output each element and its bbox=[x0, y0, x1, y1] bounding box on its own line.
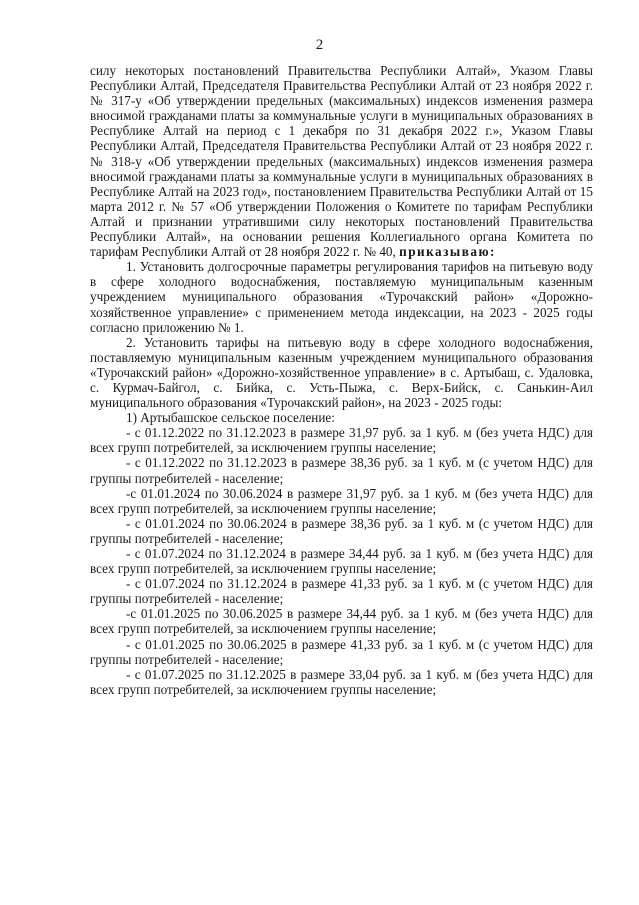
clause-2: 2. Установить тарифы на питьевую воду в сфере холодного водоснабжения, поставляемую муниципальным казенным учреждением муниципального образования «Турочакский район» «Дорожно-хозяйственное управление» в с. Артыбаш, с. Удаловка, с. Курмач-Байгол, с. Бийка, с. Усть-Пыжа, с. Верх-Бийск, с. Санькин-Аил муниципального образования «Турочакский район», на 2023 - 2025 годы: bbox=[90, 334, 593, 411]
tariff-item: -с 01.01.2024 по 30.06.2024 в размере 31,97 руб. за 1 куб. м (без учета НДС) для всех групп потребителей, за исключением группы население; bbox=[90, 485, 593, 516]
tariff-item: - с 01.01.2025 по 30.06.2025 в размере 41,33 руб. за 1 куб. м (с учетом НДС) для группы потребителей - население; bbox=[90, 636, 593, 667]
tariff-item: - с 01.07.2025 по 31.12.2025 в размере 33,04 руб. за 1 куб. м (без учета НДС) для всех групп потребителей, за исключением группы население; bbox=[90, 666, 593, 697]
settlement-heading: 1) Артыбашское сельское поселение: bbox=[126, 410, 335, 426]
order-word: приказываю: bbox=[399, 244, 496, 260]
tariff-item: - с 01.12.2022 по 31.12.2023 в размере 31,97 руб. за 1 куб. м (без учета НДС) для всех групп потребителей, за исключением группы население; bbox=[90, 425, 593, 456]
tariff-item: - с 01.12.2022 по 31.12.2023 в размере 38,36 руб. за 1 куб. м (с учетом НДС) для группы потребителей - население; bbox=[90, 455, 593, 486]
page-number: 2 bbox=[315, 37, 324, 53]
intro-paragraph bbox=[90, 63, 593, 259]
clause-1: 1. Установить долгосрочные параметры регулирования тарифов на питьевую воду в сфере холодного водоснабжения, поставляемую муниципальным казенным учреждением муниципального образования «Турочакский район» «Дорожно-хозяйственное управление» с применением метода индексации, на 2023 - 2025 годы согласно приложению № 1. bbox=[90, 259, 593, 335]
tariff-item: - с 01.07.2024 по 31.12.2024 в размере 41,33 руб. за 1 куб. м (с учетом НДС) для группы потребителей - население; bbox=[90, 576, 593, 607]
tariff-item: - с 01.01.2024 по 30.06.2024 в размере 38,36 руб. за 1 куб. м (с учетом НДС) для группы потребителей - население; bbox=[90, 515, 593, 546]
intro-text: силу некоторых постановлений Правительства Республики Алтай», Указом Главы Республики Алтай, Председателя Правительства Республики Алтай от 23 ноября 2022 г. № 317-у «Об утверждении предельных (максимальных) индексов изменения размера вносимой гражданами платы за коммунальные услуги в муниципальных образованиях в Республике Алтай на период с 1 декабря по 31 декабря 2022 г.», Указом Главы Республики Алтай, Председателя Правительства Республики Алтай от 23 ноября 2022 г. № 318-у «Об утверждении предельных (максимальных) индексов изменения размера вносимой гражданами платы за коммунальные услуги в муниципальных образованиях в Республике Алтай на 2023 год», постановлением Правительства Республики Алтай от 15 марта 2012 г. № 57 «Об утверждении Положения о Комитете по тарифам Республики Алтай и признании утратившими силу некоторых постановлений Правительства Республики Алтай», на основании решения Коллегиального органа Комитета по тарифам Республики Алтай от 28 ноября 2022 г. № 40, bbox=[90, 63, 593, 260]
tariff-item: - с 01.07.2024 по 31.12.2024 в размере 34,44 руб. за 1 куб. м (без учета НДС) для всех групп потребителей, за исключением группы население; bbox=[90, 546, 593, 577]
tariff-item: -с 01.01.2025 по 30.06.2025 в размере 34,44 руб. за 1 куб. м (без учета НДС) для всех групп потребителей, за исключением группы население; bbox=[90, 606, 593, 637]
document-body bbox=[90, 63, 593, 697]
